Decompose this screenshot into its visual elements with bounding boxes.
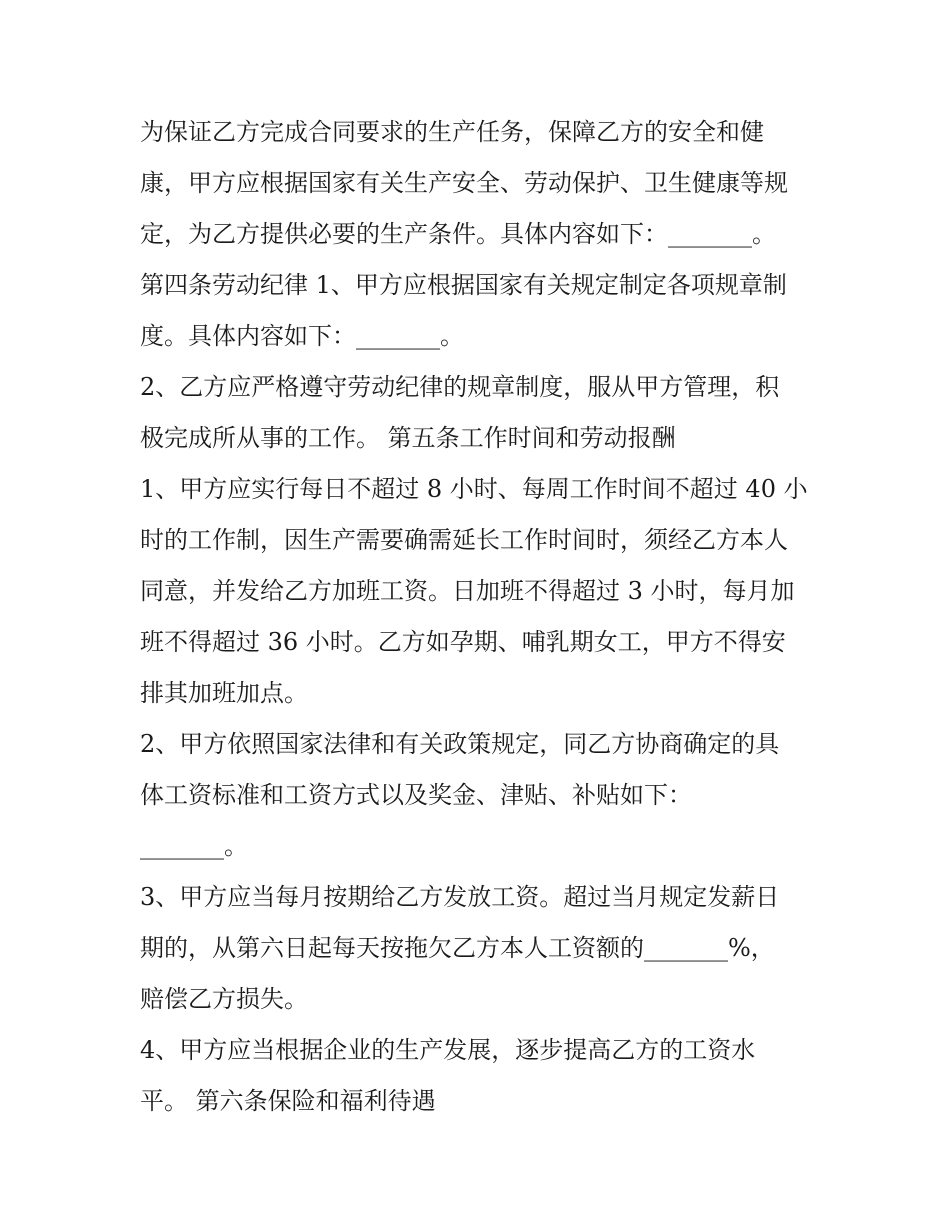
text-line: 同意，并发给乙方加班工资。日加班不得超过 3 小时，每月加: [140, 577, 795, 605]
text-line: 2、甲方依照国家法律和有关政策规定，同乙方协商确定的具: [140, 730, 780, 758]
text-line: 2、乙方应严格遵守劳动纪律的规章制度，服从甲方管理，积: [140, 373, 780, 401]
document-body: [140, 107, 830, 1127]
text-line: _______。: [140, 832, 248, 860]
text-line: 平。 第六条保险和福利待遇: [140, 1087, 436, 1115]
text-line: 4、甲方应当根据企业的生产发展，逐步提高乙方的工资水: [140, 1036, 756, 1064]
text-line: 班不得超过 36 小时。乙方如孕期、哺乳期女工，甲方不得安: [140, 628, 786, 656]
text-line: 极完成所从事的工作。 第五条工作时间和劳动报酬: [140, 424, 676, 452]
text-line: 定，为乙方提供必要的生产条件。具体内容如下：_______。: [140, 220, 776, 248]
text-line: 时的工作制，因生产需要确需延长工作时间时，须经乙方本人: [140, 526, 788, 554]
text-line: 体工资标准和工资方式以及奖金、津贴、补贴如下：: [140, 781, 692, 809]
text-line: 为保证乙方完成合同要求的生产任务，保障乙方的安全和健: [140, 118, 764, 146]
text-line: 3、甲方应当每月按期给乙方发放工资。超过当月规定发薪日: [140, 883, 780, 911]
text-line: 度。具体内容如下：_______。: [140, 322, 464, 350]
text-line: 期的，从第六日起每天按拖欠乙方本人工资额的_______%，: [140, 934, 775, 962]
text-line: 赔偿乙方损失。: [140, 985, 308, 1013]
text-line: 排其加班加点。: [140, 679, 308, 707]
text-line: 第四条劳动纪律 1、甲方应根据国家有关规定制定各项规章制: [140, 271, 787, 299]
text-line: 康，甲方应根据国家有关生产安全、劳动保护、卫生健康等规: [140, 169, 788, 197]
text-line: 1、甲方应实行每日不超过 8 小时、每周工作时间不超过 40 小: [140, 475, 808, 503]
